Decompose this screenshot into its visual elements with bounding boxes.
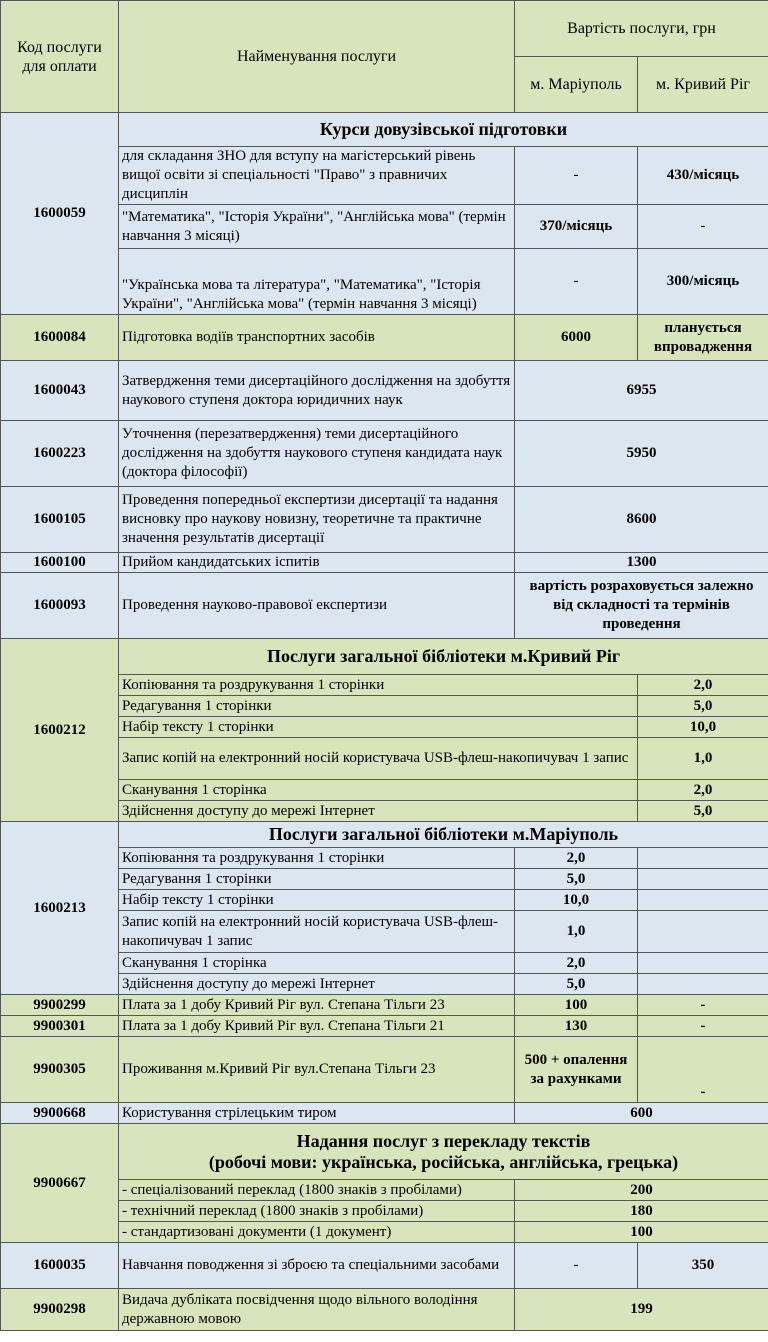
service-name: Підготовка водіїв транспортних засобів — [119, 315, 515, 361]
service-code: 1600043 — [1, 361, 119, 421]
service-code: 1600223 — [1, 421, 119, 487]
price-both: 6955 — [515, 361, 768, 421]
price-mariupol: 2,0 — [515, 953, 638, 974]
price-mariupol: 370/місяць — [515, 205, 638, 249]
price-kryvyi-rih: 300/місяць — [638, 249, 768, 315]
price-mariupol: 5,0 — [515, 974, 638, 995]
price-mariupol: 6000 — [515, 315, 638, 361]
price-kryvyi-rih: 350 — [638, 1243, 768, 1289]
price-kryvyi-rih: 2,0 — [638, 675, 768, 696]
service-name: Плата за 1 добу Кривий Ріг вул. Степана Тільги 21 — [119, 1016, 515, 1037]
service-name: Запис копій на електронний носій користувача USB-флеш-накопичувач 1 запис — [119, 911, 515, 953]
service-code: 1600212 — [1, 639, 119, 822]
service-name: Уточнення (перезатвердження) теми дисертаційного дослідження на здобуття наукового ступеня кандидата наук (доктора філософії) — [119, 421, 515, 487]
header-kryvyi-rih: м. Кривий Ріг — [638, 57, 768, 113]
service-name: Сканування 1 сторінка — [119, 953, 515, 974]
service-code: 9900298 — [1, 1289, 119, 1331]
price-both: 200 — [515, 1180, 768, 1201]
section-title: Послуги загальної бібліотеки м.Маріуполь — [119, 822, 768, 848]
price-kryvyi-rih: - — [638, 1016, 768, 1037]
price-mariupol: 10,0 — [515, 890, 638, 911]
header-name: Найменування послуги — [119, 1, 515, 113]
service-name: Сканування 1 сторінка — [119, 780, 638, 801]
price-mariupol: 2,0 — [515, 848, 638, 869]
service-name: Прийом кандидатських іспитів — [119, 553, 515, 573]
price-kryvyi-rih: - — [638, 995, 768, 1016]
price-both: 199 — [515, 1289, 768, 1331]
service-code: 1600059 — [1, 113, 119, 315]
price-both: 8600 — [515, 487, 768, 553]
price-mariupol: 130 — [515, 1016, 638, 1037]
price-mariupol: 5,0 — [515, 869, 638, 890]
service-code: 1600105 — [1, 487, 119, 553]
service-name: Редагування 1 сторінки — [119, 869, 515, 890]
service-code: 9900668 — [1, 1103, 119, 1124]
section-title-line2: (робочі мови: українська, російська, англійська, грецька) — [208, 1151, 679, 1172]
service-name: Затвердження теми дисертаційного дослідження на здобуття наукового ступеня доктора юридичних наук — [119, 361, 515, 421]
price-kryvyi-rih: - — [638, 205, 768, 249]
service-name: "Математика", "Історія України", "Англійська мова" (термін навчання 3 місяці) — [119, 205, 515, 249]
service-code: 1600035 — [1, 1243, 119, 1289]
service-code: 9900305 — [1, 1037, 119, 1103]
service-name: Проживання м.Кривий Ріг вул.Степана Тільги 23 — [119, 1037, 515, 1103]
service-name: Редагування 1 сторінки — [119, 696, 638, 717]
service-name: Запис копій на електронний носій користувача USB-флеш-накопичувач 1 запис — [119, 738, 638, 780]
price-mariupol: - — [515, 249, 638, 315]
price-both: 100 — [515, 1222, 768, 1243]
header-code: Код послуги для оплати — [1, 1, 119, 113]
price-kryvyi-rih: 5,0 — [638, 696, 768, 717]
service-code: 1600213 — [1, 822, 119, 995]
price-both: 5950 — [515, 421, 768, 487]
price-both: 180 — [515, 1201, 768, 1222]
service-name: Користування стрілецьким тиром — [119, 1103, 515, 1124]
service-name: Проведення попередньої експертизи дисертації та надання висновку про наукову новизну, теоретичне та практичне значення результатів дисертації — [119, 487, 515, 553]
section-title: Курси довузівської підготовки — [119, 113, 768, 147]
section-title-line1: Надання послуг з перекладу текстів — [296, 1130, 591, 1151]
section-title: Послуги загальної бібліотеки м.Кривий Ріг — [119, 639, 768, 675]
price-kryvyi-rih: планується впровадження — [638, 315, 768, 361]
service-name: - стандартизовані документи (1 документ) — [119, 1222, 515, 1243]
service-name: Навчання поводження зі зброєю та спеціальними засобами — [119, 1243, 515, 1289]
service-name: Копіювання та роздрукування 1 сторінки — [119, 848, 515, 869]
service-name: Набір тексту 1 сторінки — [119, 717, 638, 738]
price-kryvyi-rih: 5,0 — [638, 801, 768, 822]
section-title — [119, 1124, 768, 1180]
price-mariupol: 500 + опалення за рахунками — [515, 1037, 638, 1103]
service-code: 1600100 — [1, 553, 119, 573]
price-mariupol: - — [515, 1243, 638, 1289]
service-name: для складання ЗНО для вступу на магістерський рівень вищої освіти зі спеціальності "Право" з правничих дисциплін — [119, 147, 515, 205]
price-kryvyi-rih: 1,0 — [638, 738, 768, 780]
price-both: 600 — [515, 1103, 768, 1124]
price-kryvyi-rih: 10,0 — [638, 717, 768, 738]
price-kryvyi-rih: 2,0 — [638, 780, 768, 801]
price-both: 1300 — [515, 553, 768, 573]
service-name: Здійснення доступу до мережі Інтернет — [119, 801, 638, 822]
service-code: 9900299 — [1, 995, 119, 1016]
service-name: Плата за 1 добу Кривий Ріг вул. Степана Тільги 23 — [119, 995, 515, 1016]
price-kryvyi-rih: 430/місяць — [638, 147, 768, 205]
service-name: Копіювання та роздрукування 1 сторінки — [119, 675, 638, 696]
header-mariupol: м. Маріуполь — [515, 57, 638, 113]
price-mariupol: 1,0 — [515, 911, 638, 953]
service-name: Проведення науково-правової експертизи — [119, 573, 515, 639]
service-code: 9900301 — [1, 1016, 119, 1037]
price-both: вартість розраховується залежно від складності та термінів проведення — [515, 573, 768, 639]
price-kryvyi-rih: - — [638, 1037, 768, 1103]
service-name: Видача дубліката посвідчення щодо вільного володіння державною мовою — [119, 1289, 515, 1331]
service-name: Набір тексту 1 сторінки — [119, 890, 515, 911]
service-name: Здійснення доступу до мережі Інтернет — [119, 974, 515, 995]
service-name: - технічний переклад (1800 знаків з пробілами) — [119, 1201, 515, 1222]
service-name: "Українська мова та література", "Математика", "Історія України", "Англійська мова" (термін навчання 3 місяці) — [119, 249, 515, 315]
service-name: - спеціалізований переклад (1800 знаків з пробілами) — [119, 1180, 515, 1201]
service-code: 9900667 — [1, 1124, 119, 1243]
price-mariupol: 100 — [515, 995, 638, 1016]
service-code: 1600084 — [1, 315, 119, 361]
price-mariupol: - — [515, 147, 638, 205]
header-price: Вартість послуги, грн — [515, 1, 768, 57]
service-code: 1600093 — [1, 573, 119, 639]
